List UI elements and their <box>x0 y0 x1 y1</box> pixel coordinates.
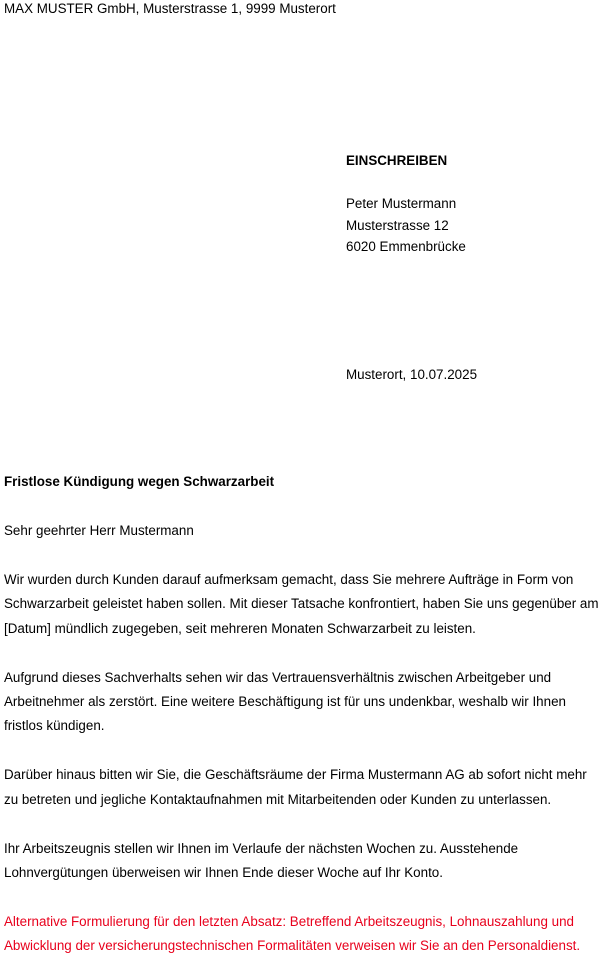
alternative-note-line: Abwicklung der versicherungstechnischen Formalitäten verweisen wir Sie an den Personaldienst. <box>4 938 581 953</box>
place-date: Musterort, 10.07.2025 <box>346 367 478 382</box>
salutation: Sehr geehrter Herr Mustermann <box>4 523 194 538</box>
sender-line: MAX MUSTER GmbH, Musterstrasse 1, 9999 Musterort <box>4 1 336 16</box>
recipient-city: 6020 Emmenbrücke <box>346 239 466 254</box>
recipient-name: Peter Mustermann <box>346 196 457 211</box>
paragraph-line: zu betreten und jegliche Kontaktaufnahmen mit Mitarbeitenden oder Kunden zu unterlassen. <box>4 792 552 807</box>
paragraph-line: Schwarzarbeit geleistet haben sollen. Mit dieser Tatsache konfrontiert, haben Sie uns gegenüber am <box>4 596 599 611</box>
paragraph-line: Darüber hinaus bitten wir Sie, die Geschäftsräume der Firma Mustermann AG ab sofort nicht mehr <box>4 767 587 782</box>
paragraph-line: Lohnvergütungen überweisen wir Ihnen Ende dieser Woche auf Ihr Konto. <box>4 865 443 880</box>
paragraph-line: fristlos kündigen. <box>4 718 105 733</box>
subject-line: Fristlose Kündigung wegen Schwarzarbeit <box>4 474 275 489</box>
paragraph-line: [Datum] mündlich zugegeben, seit mehreren Monaten Schwarzarbeit zu leisten. <box>4 621 476 636</box>
alternative-note-line: Alternative Formulierung für den letzten Absatz: Betreffend Arbeitszeugnis, Lohnauszahlung und <box>4 914 574 929</box>
paragraph-line: Aufgrund dieses Sachverhalts sehen wir das Vertrauensverhältnis zwischen Arbeitgeber und <box>4 670 552 685</box>
paragraph-line: Arbeitnehmer als zerstört. Eine weitere Beschäftigung ist für uns undenkbar, weshalb wir Ihnen <box>4 694 566 709</box>
paragraph-line: Wir wurden durch Kunden darauf aufmerksam gemacht, dass Sie mehrere Aufträge in Form von <box>4 572 574 587</box>
delivery-method: EINSCHREIBEN <box>346 153 448 168</box>
recipient-street: Musterstrasse 12 <box>346 218 449 233</box>
paragraph-line: Ihr Arbeitszeugnis stellen wir Ihnen im Verlaufe der nächsten Wochen zu. Ausstehende <box>4 841 519 856</box>
